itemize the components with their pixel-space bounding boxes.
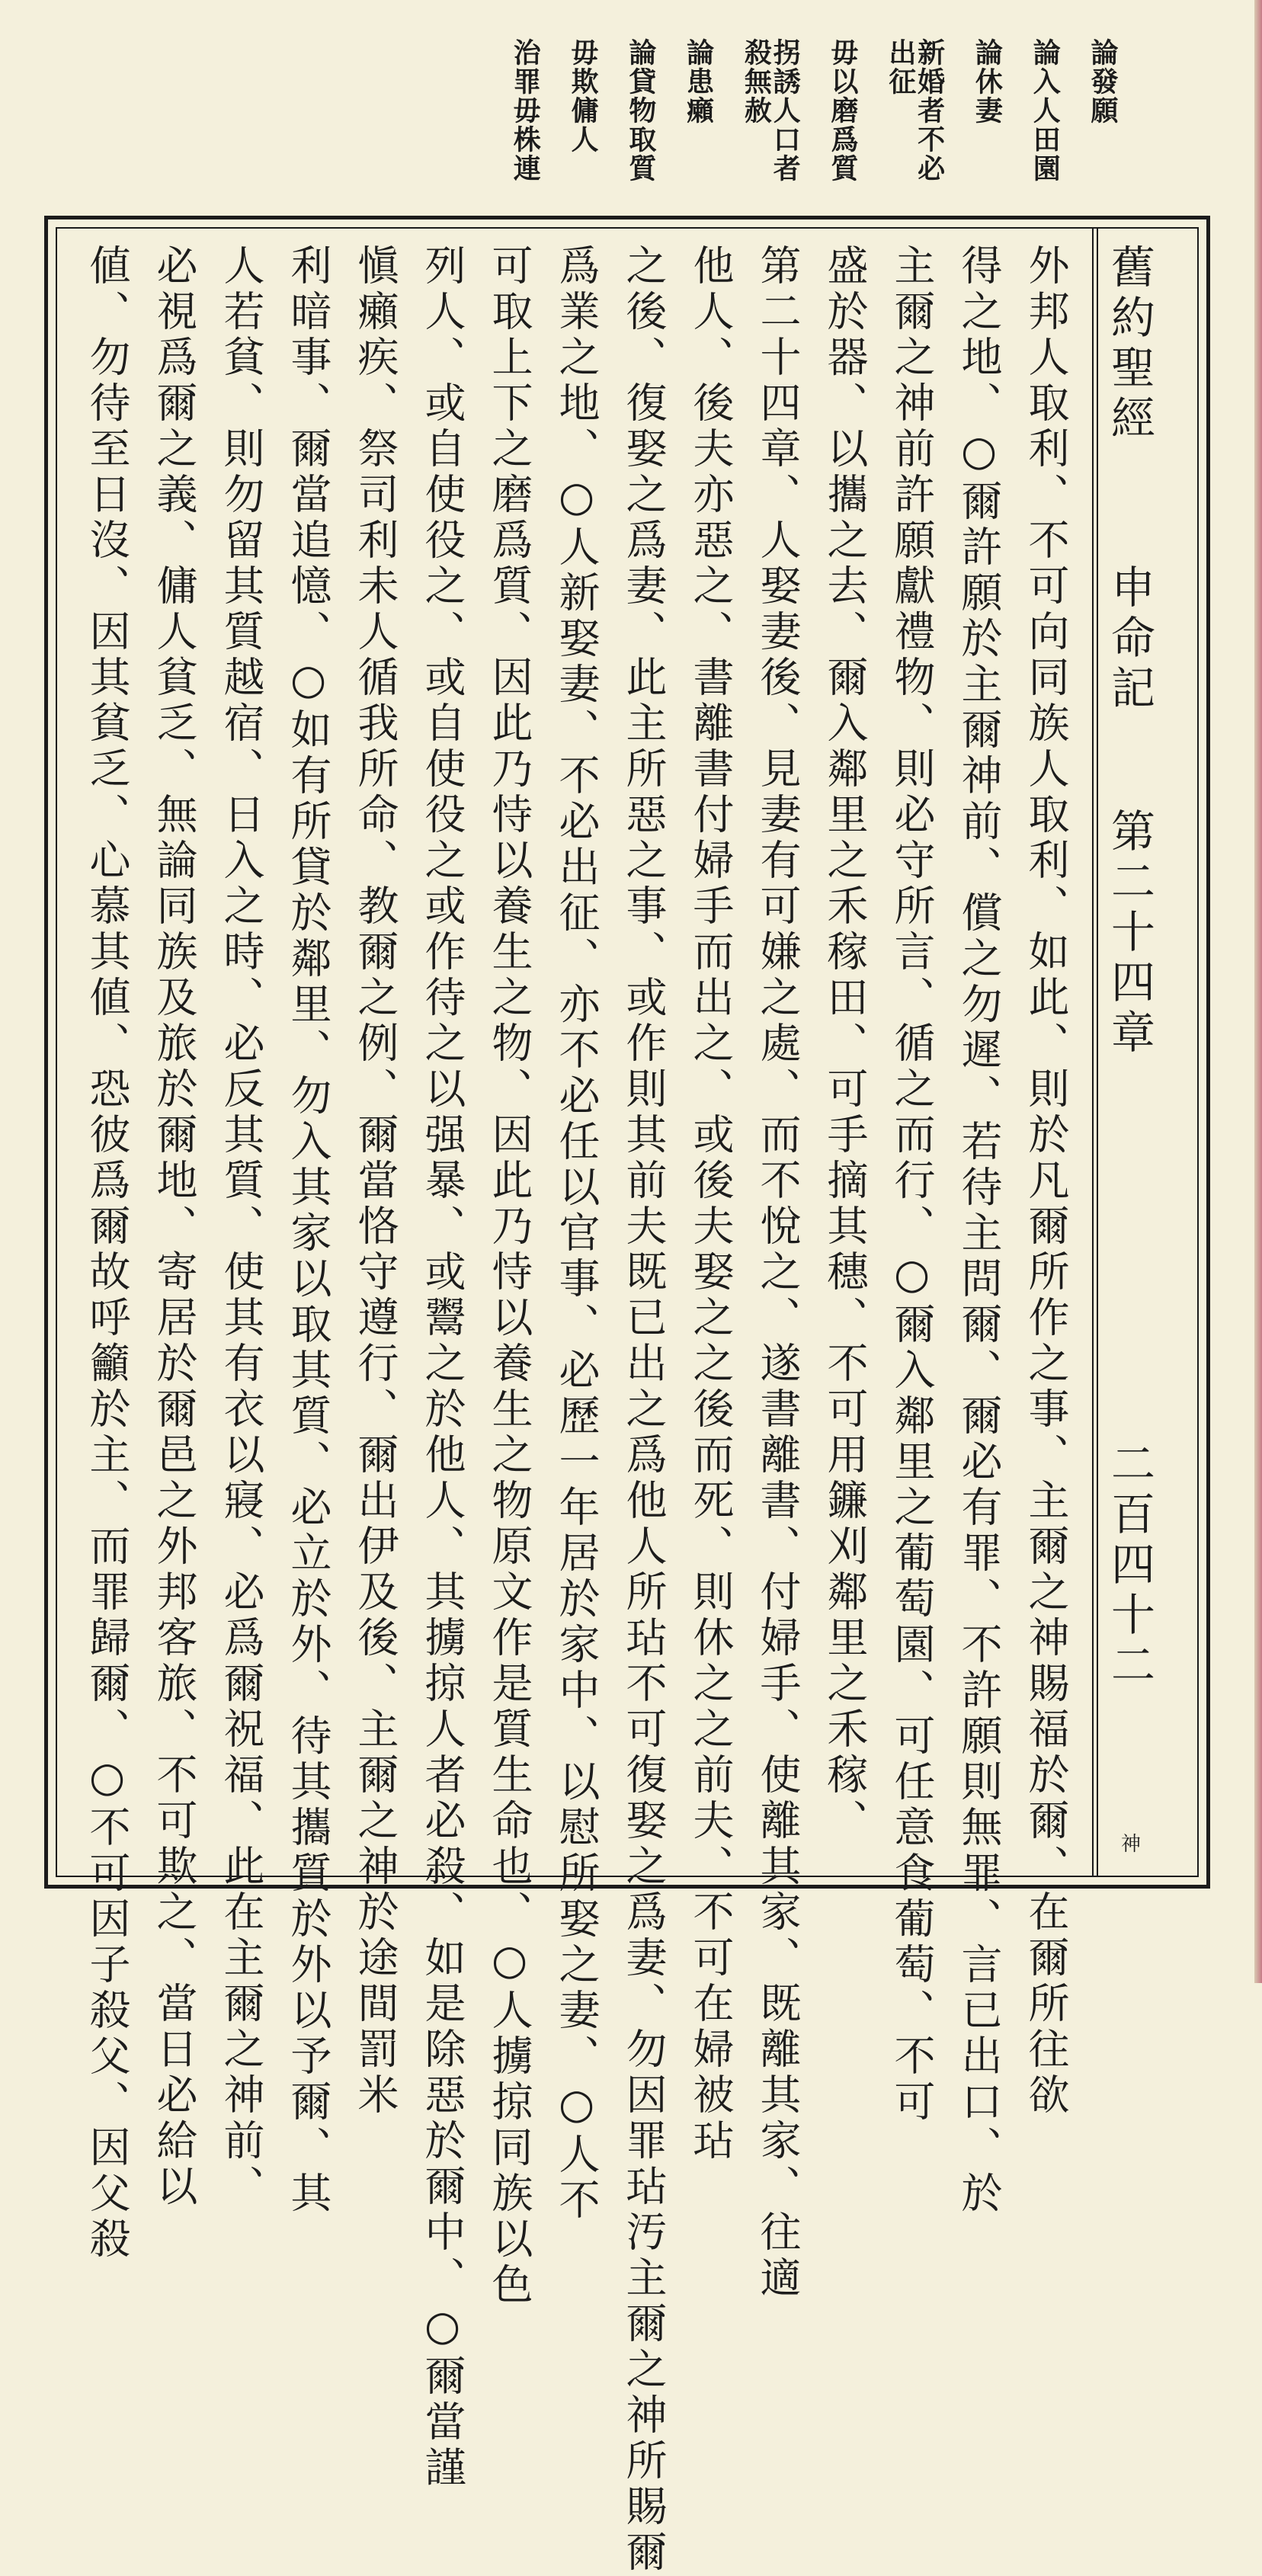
page-number: 二百四十二 (1103, 1440, 1155, 1692)
margin-mark: 神 (1117, 1833, 1141, 1853)
margin-note-8: 論貸物取質 (624, 38, 657, 183)
text-column: 可取上下之磨爲質、因此乃恃以養生之物、因此乃恃以養生之物原文作是質生命也、○人擄掠同族以色 (485, 244, 533, 2308)
header-rule (1092, 229, 1094, 1876)
text-column: 爲業之地、○人新娶妻、不必出征、亦不必任以官事、必歷一年居於家中、以慰所娶之妻、○人不 (553, 244, 601, 2224)
text-column: 外邦人取利、不可向同族人取利、如此、則於凡爾所作之事、主爾之神賜福於爾、在爾所往欲 (1022, 244, 1070, 2119)
margin-note-5: 毋以磨爲質 (827, 38, 860, 183)
text-column: 列人、或自使役之、或自使役之或作待之以强暴、或鬻之於他人、其擄掠人者必殺、如是除惡於爾中、○爾當謹 (418, 244, 466, 2491)
body-text (83, 244, 1070, 2576)
page-frame-inner (56, 227, 1199, 2576)
margin-note-9: 毋欺傭人 (567, 38, 600, 154)
margin-note-7: 論患癩 (682, 38, 715, 125)
margin-note-10: 治罪毋株連 (509, 38, 542, 183)
page-frame (44, 216, 1210, 2576)
chapter-heading: 第二十四章 (1103, 808, 1155, 1059)
text-column: 之後、復娶之爲妻、此主所惡之事、或作則其前夫既已出之爲他人所玷不可復娶之爲妻、勿因罪玷汚主爾之神所賜爾 (620, 244, 668, 2576)
text-column-chapter-start: 第二十四章、人娶妻後、見妻有可嫌之處、而不悅之、遂書離書、付婦手、使離其家、既離其家、往適 (754, 244, 802, 2302)
book-name: 申命記 (1103, 564, 1155, 715)
margin-notes (72, 38, 1119, 213)
book-title: 舊約聖經 (1103, 244, 1155, 445)
text-column: 利暗事、爾當追憶、○如有所貸於鄰里、勿入其家以取其質、必立於外、待其攜質於外以予爾、其 (284, 244, 332, 2217)
text-column: 主爾之神前許願獻禮物、則必守所言、循之而行、○爾入鄰里之葡萄園、可任意食葡萄、不可 (888, 244, 936, 2126)
text-column: 値、勿待至日沒、因其貧乏、心慕其値、恐彼爲爾故呼籲於主、而罪歸爾、○不可因子殺父、因父殺 (83, 244, 131, 2263)
margin-note-2: 論入人田園 (1029, 38, 1062, 183)
page-edge (1254, 0, 1262, 1983)
margin-note-3: 論休妻 (971, 38, 1004, 125)
text-column: 盛於器、以攜之去、爾入鄰里之禾稼田、可手摘其穗、不可用鐮刈鄰里之禾稼、 (821, 244, 869, 1844)
margin-note-1: 論發願 (1087, 38, 1119, 125)
text-column: 得之地、○爾許願於主爾神前、償之勿遲、若待主問爾、爾必有罪、不許願則無罪、言已出口、於 (955, 244, 1003, 2217)
margin-note-4: 新婚者不必 出征 (884, 38, 946, 183)
text-column: 他人、後夫亦惡之、書離書付婦手而出之、或後夫娶之之後而死、則休之之前夫、不可在婦被玷 (687, 244, 735, 2164)
text-column: 人若貧、則勿留其質越宿、日入之時、必反其質、使其有衣以寢、必爲爾祝福、此在主爾之神前、 (217, 244, 265, 2210)
running-header (1097, 229, 1161, 1876)
text-column: 愼癩疾、祭司利未人循我所命、教爾之例、爾當恪守遵行、爾出伊及後、主爾之神於途間罰米 (351, 244, 399, 2119)
margin-note-6: 拐誘人口者 殺無赦 (740, 38, 802, 183)
text-column: 必視爲爾之義、傭人貧乏、無論同族及旅於爾地、寄居於爾邑之外邦客旅、不可欺之、當日必給以 (150, 244, 198, 2210)
